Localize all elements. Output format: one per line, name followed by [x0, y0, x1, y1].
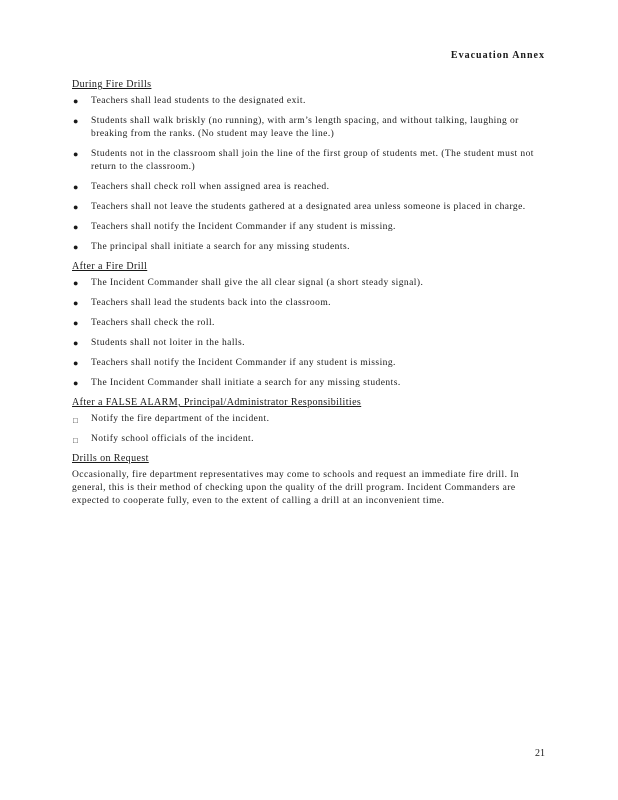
- list-item-text: Teachers shall notify the Incident Commander if any student is missing.: [91, 222, 396, 232]
- list-item-text: Teachers shall check roll when assigned area is reached.: [91, 182, 330, 192]
- section-after-fire-drill: [72, 261, 546, 390]
- list-item: [72, 317, 546, 330]
- list-item: [72, 337, 546, 350]
- bullet-icon: ●: [73, 358, 79, 368]
- bullet-icon: ●: [73, 298, 79, 308]
- list-item: [72, 181, 546, 194]
- bullet-icon: ●: [73, 222, 79, 232]
- list-item: [72, 297, 546, 310]
- bullet-icon: ●: [73, 149, 79, 159]
- page-number: 21: [535, 748, 545, 759]
- list-item-text: Students shall walk briskly (no running), with arm’s length spacing, and without talking, laughing or breaking from the ranks. (No student may leave the line.): [91, 116, 519, 139]
- list-item: [72, 241, 546, 254]
- bullet-icon: ●: [73, 202, 79, 212]
- document-body: [72, 79, 546, 508]
- section-drills-on-request: [72, 453, 546, 508]
- list-item: [72, 277, 546, 290]
- list-item: [72, 115, 546, 141]
- section-during-fire-drills: [72, 79, 546, 254]
- section-false-alarm: [72, 397, 546, 446]
- list-item-text: Teachers shall not leave the students gathered at a designated area unless someone is placed in charge.: [91, 202, 526, 212]
- list-item-text: The Incident Commander shall give the all clear signal (a short steady signal).: [91, 278, 424, 288]
- bullet-icon: ●: [73, 116, 79, 126]
- list-item: [72, 433, 546, 446]
- bullet-list: [72, 95, 546, 254]
- list-item-text: The principal shall initiate a search for any missing students.: [91, 242, 350, 252]
- bullet-list: [72, 413, 546, 446]
- bullet-icon: ●: [73, 96, 79, 106]
- list-item-text: The Incident Commander shall initiate a search for any missing students.: [91, 378, 401, 388]
- list-item-text: Notify school officials of the incident.: [91, 434, 254, 444]
- bullet-icon: ●: [73, 318, 79, 328]
- bullet-icon: ●: [73, 378, 79, 388]
- list-item: [72, 95, 546, 108]
- list-item: [72, 413, 546, 426]
- bullet-icon: ●: [73, 182, 79, 192]
- document-header: Evacuation Annex: [450, 50, 545, 61]
- section-heading: During Fire Drills: [72, 79, 152, 90]
- list-item-text: Teachers shall lead the students back into the classroom.: [91, 298, 331, 308]
- bullet-icon: ●: [73, 242, 79, 252]
- section-heading: After a Fire Drill: [72, 261, 148, 272]
- list-item-text: Students shall not loiter in the halls.: [91, 338, 245, 348]
- list-item: [72, 357, 546, 370]
- section-heading: After a FALSE ALARM, Principal/Administrator Responsibilities: [72, 397, 362, 408]
- list-item-text: Teachers shall lead students to the designated exit.: [91, 96, 306, 106]
- list-item-text: Notify the fire department of the incident.: [91, 414, 270, 424]
- list-item-text: Teachers shall check the roll.: [91, 318, 215, 328]
- list-item: [72, 148, 546, 174]
- list-item: [72, 221, 546, 234]
- paragraph: Occasionally, fire department representatives may come to schools and request an immediate fire drill. In general, this is their method of checking upon the quality of the drill program. Incident Commanders are expected to cooperate fully, even to the extent of calling a drill at an inconvenient time.: [72, 470, 520, 506]
- list-item: [72, 201, 546, 214]
- bullet-icon: ●: [73, 338, 79, 348]
- section-heading: Drills on Request: [72, 453, 149, 464]
- checkbox-icon: □: [73, 416, 79, 425]
- list-item: [72, 377, 546, 390]
- bullet-list: [72, 277, 546, 390]
- list-item-text: Students not in the classroom shall join the line of the first group of students met. (The student must not return to the classroom.): [91, 149, 534, 172]
- bullet-icon: ●: [73, 278, 79, 288]
- checkbox-icon: □: [73, 436, 79, 445]
- list-item-text: Teachers shall notify the Incident Commander if any student is missing.: [91, 358, 396, 368]
